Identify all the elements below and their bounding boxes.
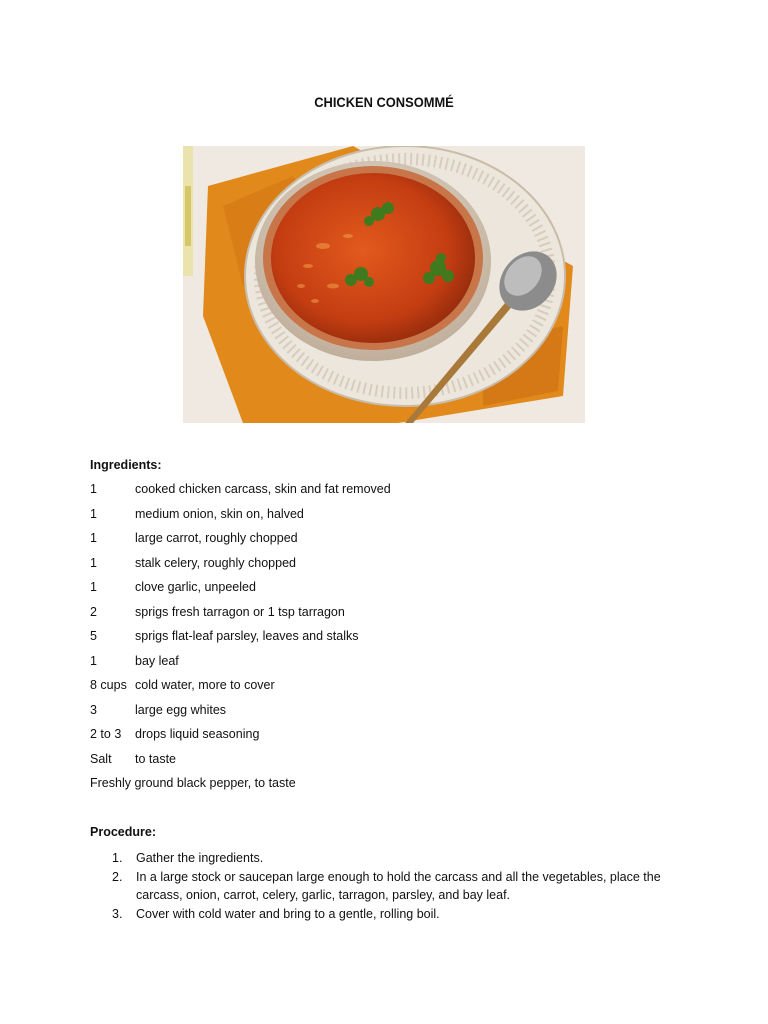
ingredient-qty: 1	[90, 654, 97, 668]
ingredient-qty: 3	[90, 703, 97, 717]
procedure-step	[112, 868, 692, 905]
ingredient-desc: large carrot, roughly chopped	[135, 531, 298, 545]
ingredient-qty: 1	[90, 580, 97, 594]
ingredient-desc: medium onion, skin on, halved	[135, 507, 304, 521]
ingredient-desc: stalk celery, roughly chopped	[135, 556, 296, 570]
procedure-step	[112, 849, 692, 868]
step-text: Cover with cold water and bring to a gentle, rolling boil.	[136, 906, 440, 921]
step-text: In a large stock or saucepan large enough to hold the carcass and all the vegetables, place the carcass, onion, carrot, celery, garlic, tarragon, parsley, and bay leaf.	[136, 869, 661, 902]
ingredient-qty: Salt	[90, 752, 112, 766]
ingredient-last: Freshly ground black pepper, to taste	[90, 776, 296, 790]
ingredient-qty: 5	[90, 629, 97, 643]
step-number: 3.	[112, 906, 123, 921]
ingredient-desc: clove garlic, unpeeled	[135, 580, 256, 594]
ingredient-qty: 2 to 3	[90, 727, 122, 741]
ingredient-desc: drops liquid seasoning	[135, 727, 260, 741]
ingredient-qty: 2	[90, 605, 97, 619]
ingredient-desc: cold water, more to cover	[135, 678, 275, 692]
ingredient-qty: 1	[90, 556, 97, 570]
soup-bowl-illustration	[183, 146, 585, 423]
ingredient-qty: 8 cups	[90, 678, 127, 692]
step-number: 2.	[112, 869, 123, 884]
soup-photo	[183, 146, 585, 423]
ingredient-desc: cooked chicken carcass, skin and fat removed	[135, 482, 391, 496]
ingredient-qty: 1	[90, 482, 97, 496]
procedure-heading: Procedure:	[90, 825, 156, 839]
procedure-step	[112, 905, 692, 924]
procedure-steps	[112, 849, 692, 923]
recipe-title: CHICKEN CONSOMMÉ	[314, 94, 454, 110]
ingredient-qty: 1	[90, 507, 97, 521]
ingredient-desc: sprigs fresh tarragon or 1 tsp tarragon	[135, 605, 345, 619]
ingredient-desc: large egg whites	[135, 703, 227, 717]
ingredient-desc: sprigs flat-leaf parsley, leaves and stalks	[135, 629, 359, 643]
ingredient-qty: 1	[90, 531, 97, 545]
ingredient-desc: bay leaf	[135, 654, 179, 668]
ingredients-heading: Ingredients:	[90, 458, 162, 472]
step-text: Gather the ingredients.	[136, 851, 264, 865]
step-number: 1.	[112, 851, 123, 865]
ingredient-desc: to taste	[135, 752, 176, 766]
